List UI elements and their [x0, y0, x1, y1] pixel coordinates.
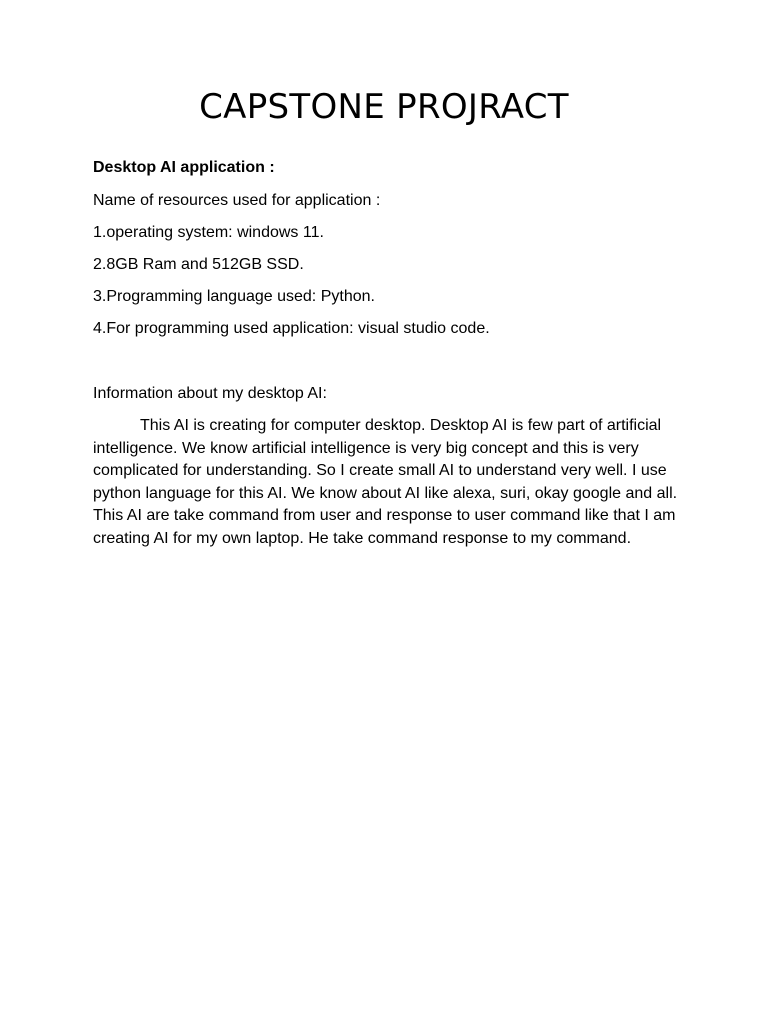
info-paragraph: This AI is creating for computer desktop. Desktop AI is few part of artificial intelligence. We know artificial intelligence is very big concept and this is very complicated for understanding. So I create small AI to understand very well. I use python language for this AI. We know about AI like alexa, suri, okay google and all. This AI are take command from user and response to user command like that I am creating AI for my own laptop. He take command response to my command. [93, 417, 678, 547]
info-heading: Information about my desktop AI: [93, 385, 327, 402]
resources-intro: Name of resources used for application : [93, 192, 381, 209]
document-title: CAPSTONE PROJRACT [199, 87, 569, 127]
resource-item-2: 2.8GB Ram and 512GB SSD. [93, 256, 304, 273]
section-heading: Desktop AI application : [93, 159, 275, 176]
resource-item-4: 4.For programming used application: visual studio code. [93, 320, 490, 337]
resource-item-3: 3.Programming language used: Python. [93, 288, 375, 305]
resource-item-1: 1.operating system: windows 11. [93, 224, 324, 241]
